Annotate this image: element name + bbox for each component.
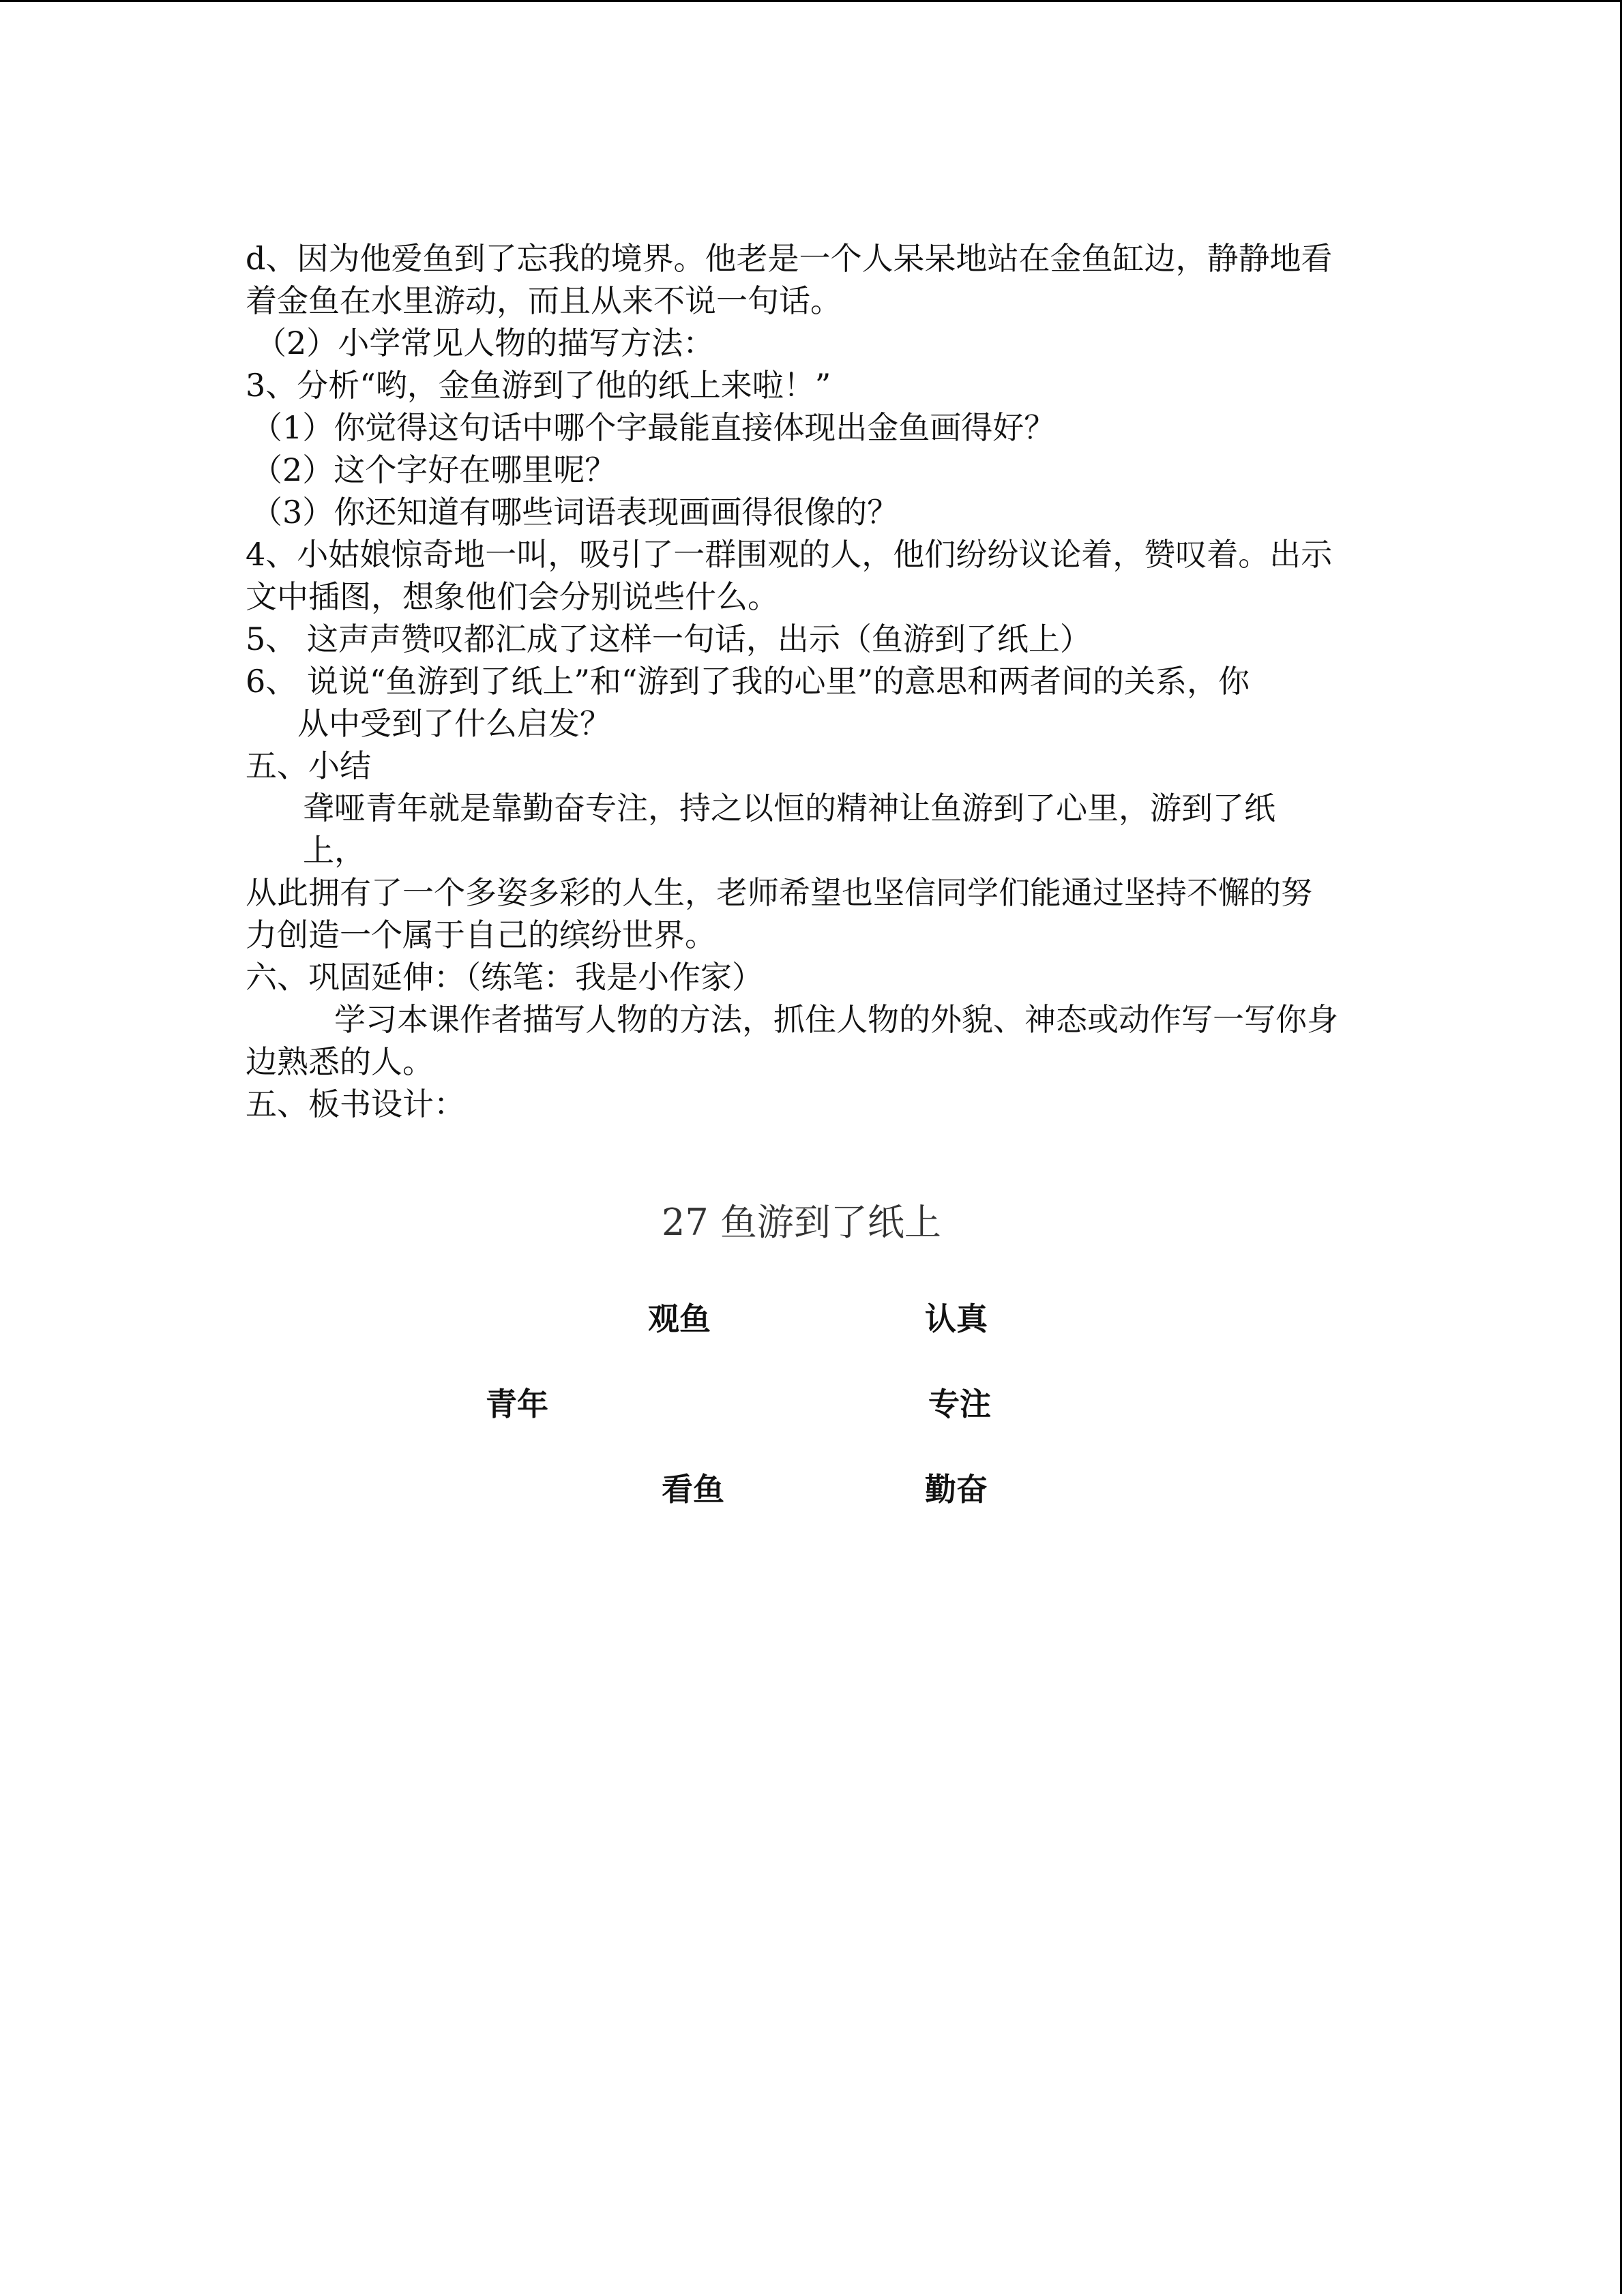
- board-title: 27 鱼游到了纸上: [662, 1201, 941, 1244]
- paragraph-line: 从中受到了什么启发？: [297, 705, 611, 742]
- paragraph-line: （1）你觉得这句话中哪个字最能直接体现出金鱼画得好？: [251, 409, 1056, 446]
- board-word-left-top: 观鱼: [648, 1300, 711, 1337]
- board-word-right-top: 认真: [925, 1300, 988, 1337]
- paragraph-line: 聋哑青年就是靠勤奋专注，持之以恒的精神让鱼游到了心里，游到了纸: [303, 790, 1275, 826]
- paragraph-line: 4、小姑娘惊奇地一叫，吸引了一群围观的人，他们纷纷议论着，赞叹着。出示: [246, 536, 1333, 573]
- paragraph-line: 文中插图，想象他们会分别说些什么。: [246, 578, 779, 615]
- paragraph-line: 5、 这声声赞叹都汇成了这样一句话，出示（鱼游到了纸上）: [246, 621, 1091, 657]
- paragraph-line: 3、分析“哟，金鱼游到了他的纸上来啦！”: [246, 367, 831, 404]
- section-heading: 五、板书设计：: [246, 1086, 465, 1122]
- board-word-left-bottom: 看鱼: [662, 1471, 724, 1508]
- paragraph-line: 边熟悉的人。: [246, 1043, 434, 1080]
- board-word-right-bottom: 勤奋: [925, 1471, 988, 1508]
- paragraph-line: （2）这个字好在哪里呢？: [251, 451, 617, 488]
- board-word-left-center: 青年: [486, 1386, 548, 1422]
- board-word-right-middle: 专注: [928, 1386, 991, 1422]
- paragraph-line: 力创造一个属于自己的缤纷世界。: [246, 916, 716, 953]
- paragraph-line: 学习本课作者描写人物的方法，抓住人物的外貌、神态或动作写一写你身: [334, 1001, 1338, 1038]
- paragraph-line: 上，: [303, 832, 366, 869]
- paragraph-line: 6、 说说“鱼游到了纸上”和“游到了我的心里”的意思和两者间的关系，你: [246, 663, 1250, 700]
- document-body: [246, 237, 1378, 1125]
- paragraph-line: 着金鱼在水里游动，而且从来不说一句话。: [246, 282, 842, 319]
- paragraph-line: （2）小学常见人物的描写方法：: [255, 325, 715, 361]
- section-heading: 五、小结: [246, 747, 371, 784]
- section-heading: 六、巩固延伸：（练笔：我是小作家）: [246, 959, 763, 996]
- paragraph-line: 从此拥有了一个多姿多彩的人生，老师希望也坚信同学们能通过坚持不懈的努: [246, 874, 1312, 911]
- paragraph-line: d、因为他爱鱼到了忘我的境界。他老是一个人呆呆地站在金鱼缸边，静静地看: [246, 240, 1333, 277]
- paragraph-line: （3）你还知道有哪些词语表现画画得很像的？: [251, 494, 899, 531]
